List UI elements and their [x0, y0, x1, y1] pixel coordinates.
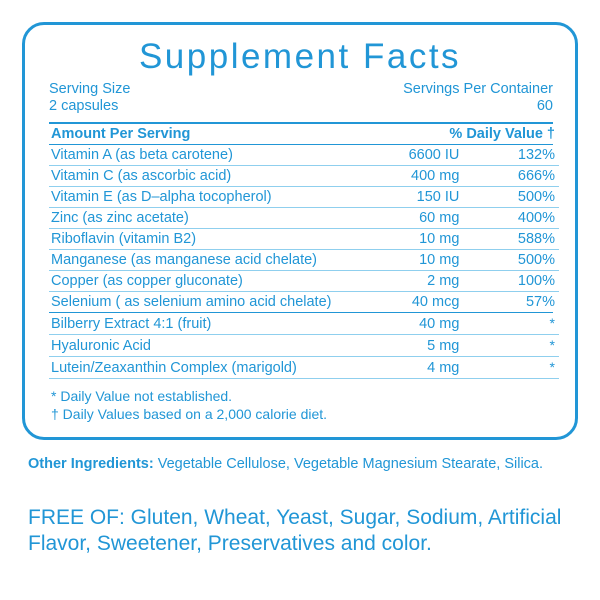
- nutrient-amount: 40 mcg: [411, 294, 460, 310]
- nutrient-amount: 400 mg: [365, 166, 477, 187]
- table-header-row: [49, 124, 559, 144]
- nutrient-dv: 500%: [477, 250, 559, 271]
- serving-size-label: Serving Size: [49, 81, 131, 97]
- servings-per-container-label: Servings Per Container: [403, 81, 553, 97]
- nutrient-name: Manganese (as manganese acid chelate): [49, 250, 365, 271]
- nutrient-name: Riboflavin (vitamin B2): [49, 229, 365, 250]
- nutrient-name: Hyaluronic Acid: [49, 335, 365, 357]
- serving-size-value: 2 capsules: [49, 97, 119, 114]
- nutrient-dv: *: [477, 313, 559, 335]
- table-row: [49, 187, 559, 208]
- table-row: [49, 145, 559, 166]
- facts-table-secondary: [49, 313, 559, 379]
- footnote-daily-value-not-established: * Daily Value not established.: [51, 388, 233, 404]
- panel-title: Supplement Facts: [138, 37, 462, 76]
- nutrient-name: Selenium ( as selenium amino acid chelate): [51, 294, 332, 310]
- table-row: [49, 166, 559, 187]
- nutrient-name: Vitamin C (as ascorbic acid): [49, 166, 365, 187]
- facts-table: [49, 124, 559, 144]
- free-of-statement: [28, 505, 584, 557]
- nutrient-name: Vitamin E (as D–alpha tocopherol): [49, 187, 365, 208]
- nutrient-dv: 588%: [477, 229, 559, 250]
- nutrient-amount: 60 mg: [365, 208, 477, 229]
- other-ingredients: [28, 455, 580, 474]
- other-ingredients-label: Other Ingredients:: [28, 456, 154, 472]
- table-row: [49, 292, 559, 313]
- footnotes: [45, 379, 555, 423]
- free-of-text: Gluten, Wheat, Yeast, Sugar, Sodium, Artificial Flavor, Sweetener, Preservatives and color.: [28, 506, 562, 555]
- footnote-calorie-diet: † Daily Values based on a 2,000 calorie diet.: [51, 406, 328, 422]
- table-row: [49, 313, 559, 335]
- nutrient-name: Vitamin A (as beta carotene): [49, 145, 365, 166]
- table-row: [49, 229, 559, 250]
- serving-size-block: [49, 81, 130, 114]
- nutrient-amount: 40 mg: [365, 313, 477, 335]
- free-of-label: FREE OF:: [28, 506, 125, 529]
- facts-table-main: [49, 145, 559, 312]
- nutrient-dv: 500%: [477, 187, 559, 208]
- nutrient-dv: 400%: [477, 208, 559, 229]
- header-amount-per-serving: Amount Per Serving: [51, 126, 191, 142]
- supplement-facts-panel: [22, 22, 578, 440]
- nutrient-name: Zinc (as zinc acetate): [49, 208, 365, 229]
- servings-per-container-block: [403, 81, 553, 114]
- nutrient-amount: 2 mg: [365, 271, 477, 292]
- nutrient-amount: 6600 IU: [365, 145, 477, 166]
- table-row: [49, 335, 559, 357]
- serving-info: [45, 79, 555, 114]
- nutrient-dv: *: [477, 335, 559, 357]
- nutrient-dv: 666%: [477, 166, 559, 187]
- nutrient-name: Lutein/Zeaxanthin Complex (marigold): [49, 357, 365, 379]
- other-ingredients-text: Vegetable Cellulose, Vegetable Magnesium Stearate, Silica.: [153, 456, 544, 472]
- nutrient-amount: 10 mg: [365, 229, 477, 250]
- table-row: [49, 250, 559, 271]
- nutrient-dv: 100%: [477, 271, 559, 292]
- nutrient-dv: 132%: [477, 145, 559, 166]
- header-daily-value: % Daily Value †: [449, 126, 555, 142]
- nutrient-amount: 5 mg: [365, 335, 477, 357]
- servings-per-container-value: 60: [536, 97, 553, 114]
- header-spacer: [345, 124, 450, 144]
- table-row: [49, 208, 559, 229]
- nutrient-name: Bilberry Extract 4:1 (fruit): [49, 313, 365, 335]
- nutrient-dv: 57%: [525, 294, 555, 310]
- nutrient-amount: 10 mg: [365, 250, 477, 271]
- nutrient-name: Copper (as copper gluconate): [49, 271, 365, 292]
- nutrient-dv: *: [477, 357, 559, 379]
- table-row: [49, 271, 559, 292]
- table-row: [49, 357, 559, 379]
- nutrient-amount: 150 IU: [365, 187, 477, 208]
- nutrient-amount: 4 mg: [365, 357, 477, 379]
